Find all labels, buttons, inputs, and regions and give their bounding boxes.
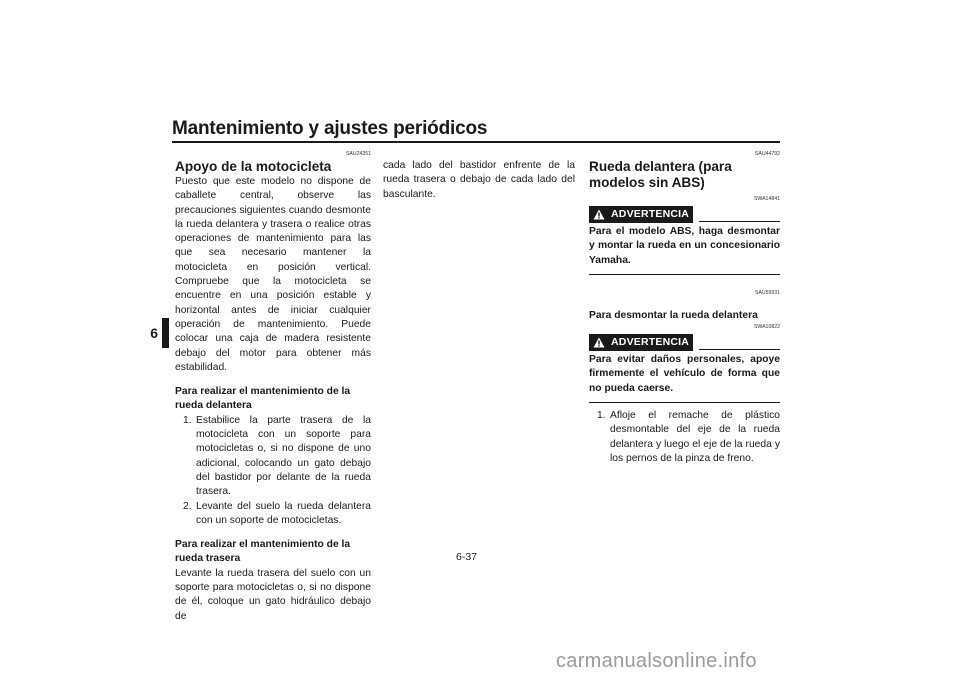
step-number: 1. [183, 414, 192, 426]
warning-text: Para evitar daños personales, apoye firmemente el vehículo de forma que no pueda caerse. [589, 354, 780, 394]
warning-rule [699, 221, 780, 222]
list-item [175, 500, 371, 529]
continuation-paragraph: cada lado del bastidor enfrente de la rueda trasera o debajo de cada lado del basculante. [383, 160, 575, 200]
column-2 [383, 143, 575, 202]
subheading-remove: Para desmontar la rueda delantera [589, 309, 758, 321]
watermark: carmanualsonline.info [556, 650, 757, 672]
list-item [589, 409, 780, 466]
remove-steps-list [589, 409, 780, 466]
warning-header [589, 334, 780, 350]
step-number: 2. [183, 500, 192, 512]
warning-badge [589, 334, 693, 351]
page-title: Mantenimiento y ajustes periódicos [172, 118, 488, 139]
step-text: Levante del suelo la rueda delantera con un soporte de motocicletas. [196, 500, 371, 526]
rear-paragraph: Levante la rueda trasera del suelo con un soporte para motocicletas o, si no dispone de él, coloque un gato hidráulico debajo de [175, 567, 371, 622]
warning-text: Para el modelo ABS, haga desmontar y montar la rueda en un concesionario Yamaha. [589, 226, 780, 266]
subheading-front: Para realizar el mantenimiento de la rueda delantera [175, 386, 351, 412]
section-heading: Rueda delantera (para modelos sin ABS) [589, 159, 732, 190]
chapter-number: 6 [150, 325, 158, 341]
step-text: Estabilice la parte trasera de la motocicleta con un soporte para motocicletas o, si no dispone de uno adicional, colocando un gato debajo del bastidor por delante de la rueda trasera. [196, 414, 371, 498]
warning-rule [699, 349, 780, 350]
warning-label: ADVERTENCIA [611, 207, 690, 220]
chapter-bar [162, 318, 169, 348]
warning-end-rule [589, 402, 780, 403]
intro-paragraph: Puesto que este modelo no dispone de caballete central, observe las precauciones siguientes cuando desmonte la rueda delantera y trasera o realice otras operaciones de mantenimiento para las que sea necesario mantener la motocicleta en posición vertical. Compruebe que la motocicleta se encuentre en una posición estable y horizontal antes de iniciar cualquier operación de mantenimiento. Puede colocar una caja de madera resistente debajo del motor para obtener más estabilidad. [175, 176, 371, 373]
warning-triangle-icon [593, 209, 605, 220]
list-item [175, 414, 371, 500]
chapter-tab [150, 318, 172, 348]
section-heading: Apoyo de la motocicleta [175, 159, 332, 174]
section-code: SAU59931 [754, 289, 780, 296]
warning-end-rule [589, 274, 780, 275]
page-number: 6-37 [456, 551, 478, 563]
warning-label: ADVERTENCIA [611, 335, 690, 348]
warning-header [589, 206, 780, 222]
warning-triangle-icon [593, 337, 605, 348]
section-code: SAU24351 [345, 151, 371, 157]
section-code: SAU44792 [754, 151, 780, 157]
warning-badge [589, 206, 693, 223]
step-text: Afloje el remache de plástico desmontable del eje de la rueda delantera y luego el eje de la rueda y los pernos de la pinza de freno. [610, 410, 780, 464]
column-3 [589, 143, 780, 466]
front-steps-list [175, 414, 371, 528]
step-number: 1. [597, 410, 606, 422]
warning-code: SWA14841 [753, 196, 780, 202]
warning-code: SWA10822 [753, 324, 780, 331]
column-1 [175, 143, 371, 624]
subheading-rear: Para realizar el mantenimiento de la rueda trasera [175, 539, 351, 565]
